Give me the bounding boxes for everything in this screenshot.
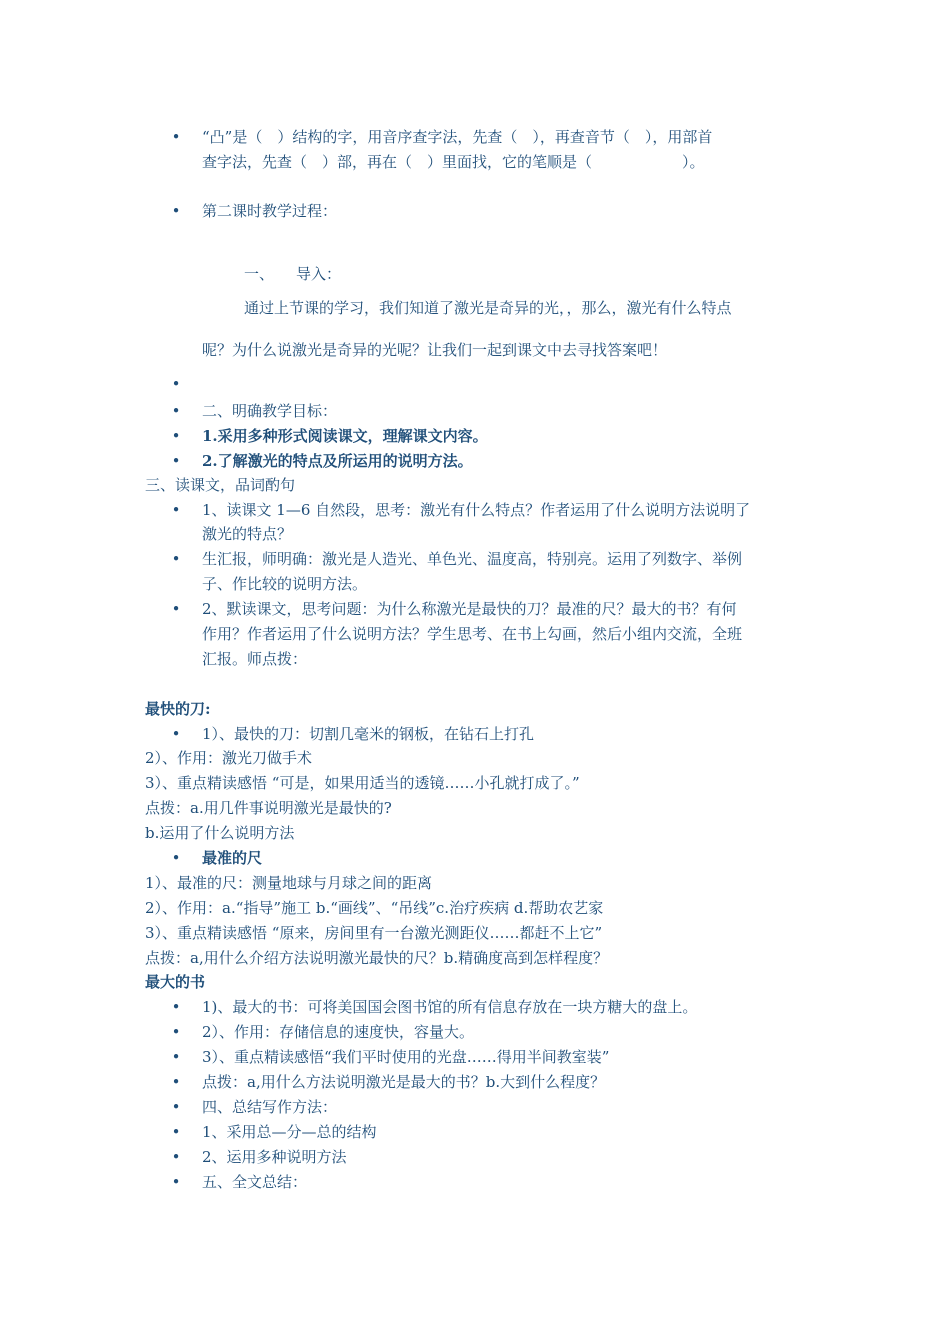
knife-item-2: 2）、作用：激光刀做手术 <box>145 749 313 767</box>
bullet-icon: • <box>171 1023 181 1041</box>
goal-2: 2.了解激光的特点及所运用的说明方法。 <box>202 452 473 470</box>
knife-item-1: 1）、最快的刀：切割几毫米的钢板，在钻石上打孔 <box>202 725 535 743</box>
section-3-title: 三、读课文，品词酌句 <box>145 476 296 494</box>
section-4-title: 四、总结写作方法： <box>202 1098 338 1116</box>
bullet-icon: • <box>171 1098 181 1116</box>
ruler-item-3: 3）、重点精读感悟 “原来，房间里有一台激光测距仪……都赶不上它” <box>145 924 603 942</box>
bullet-icon: • <box>171 1123 181 1141</box>
section-2-title: 二、明确教学目标： <box>202 402 338 420</box>
knife-heading: 最快的刀: <box>145 700 211 718</box>
lesson-heading: 第二课时教学过程： <box>202 202 338 220</box>
book-item-4: 点拨：a,用什么方法说明激光是最大的书？b.大到什么程度？ <box>202 1073 606 1091</box>
book-item-1: 1)、最大的书：可将美国国会图书馆的所有信息存放在一块方糖大的盘上。 <box>202 998 698 1016</box>
book-item-2: 2）、作用：存储信息的速度快，容量大。 <box>202 1023 475 1041</box>
ruler-item-4: 点拨：a,用什么介绍方法说明激光最快的尺？b.精确度高到怎样程度？ <box>145 949 609 967</box>
writing-method-1: 1、采用总—分—总的结构 <box>202 1123 377 1141</box>
intro-paragraph-line-1: 通过上节课的学习，我们知道了激光是奇异的光，，那么，激光有什么特点 <box>244 299 732 317</box>
bullet-icon: • <box>171 202 181 220</box>
bullet-icon: • <box>171 1048 181 1066</box>
book-item-3: 3）、重点精读感悟“我们平时使用的光盘……得用半间教室装” <box>202 1048 610 1066</box>
bullet-icon: • <box>171 452 181 470</box>
bullet-icon: • <box>171 1173 181 1191</box>
section-1-number: 一、 <box>244 265 275 283</box>
bullet-icon: • <box>171 1148 181 1166</box>
bullet-icon: • <box>171 725 181 743</box>
reading-task-1-line-2: 激光的特点？ <box>202 525 293 543</box>
reading-task-2-line-2: 作用？作者运用了什么说明方法？学生思考、在书上勾画，然后小组内交流，全班 <box>202 625 743 643</box>
student-report-line-1: 生汇报，师明确：激光是人造光、单色光、温度高，特别亮。运用了列数字、举例 <box>202 550 743 568</box>
bullet-icon: • <box>171 1073 181 1091</box>
bullet-icon: • <box>171 375 181 393</box>
bullet-icon: • <box>171 427 181 445</box>
intro-paragraph-line-2: 呢？为什么说激光是奇异的光呢？让我们一起到课文中去寻找答案吧！ <box>202 341 668 359</box>
ruler-item-2: 2）、作用：a.“指导”施工 b.“画线”、“吊线”c.治疗疾病 d.帮助农艺家 <box>145 899 604 917</box>
bullet-icon: • <box>171 402 181 420</box>
knife-item-5: b.运用了什么说明方法 <box>145 824 295 842</box>
section-5-title: 五、全文总结： <box>202 1173 308 1191</box>
bullet-icon: • <box>171 550 181 568</box>
reading-task-2-line-1: 2、默读课文，思考问题：为什么称激光是最快的刀？最准的尺？最大的书？有何 <box>202 600 737 618</box>
bullet-icon: • <box>171 600 181 618</box>
bullet-icon: • <box>171 849 181 867</box>
bullet-icon: • <box>171 998 181 1016</box>
writing-method-2: 2、运用多种说明方法 <box>202 1148 347 1166</box>
knife-item-3: 3）、重点精读感悟 “可是，如果用适当的透镜……小孔就打成了。” <box>145 774 580 792</box>
ruler-item-1: 1）、最准的尺：测量地球与月球之间的距离 <box>145 874 433 892</box>
bullet-icon: • <box>171 128 181 146</box>
reading-task-1-line-1: 1、读课文 1—6 自然段，思考：激光有什么特点？作者运用了什么说明方法说明了 <box>202 501 751 519</box>
bullet-icon: • <box>171 501 181 519</box>
knife-item-4: 点拨：a.用几件事说明激光是最快的? <box>145 799 392 817</box>
reading-task-2-line-3: 汇报。师点拨： <box>202 650 308 668</box>
student-report-line-2: 子、作比较的说明方法。 <box>202 575 368 593</box>
book-heading: 最大的书 <box>145 973 206 991</box>
ruler-heading: 最准的尺 <box>202 849 263 867</box>
goal-1: 1.采用多种形式阅读课文，理解课文内容。 <box>202 427 488 445</box>
question-line-2: 查字法，先查（ ）部，再在（ ）里面找，它的笔顺是（ ）。 <box>202 153 705 171</box>
section-1-title: 导入： <box>296 265 342 283</box>
question-line-1: “凸”是（ ）结构的字，用音序查字法，先查（ ），再查音节（ ），用部首 <box>202 128 713 146</box>
